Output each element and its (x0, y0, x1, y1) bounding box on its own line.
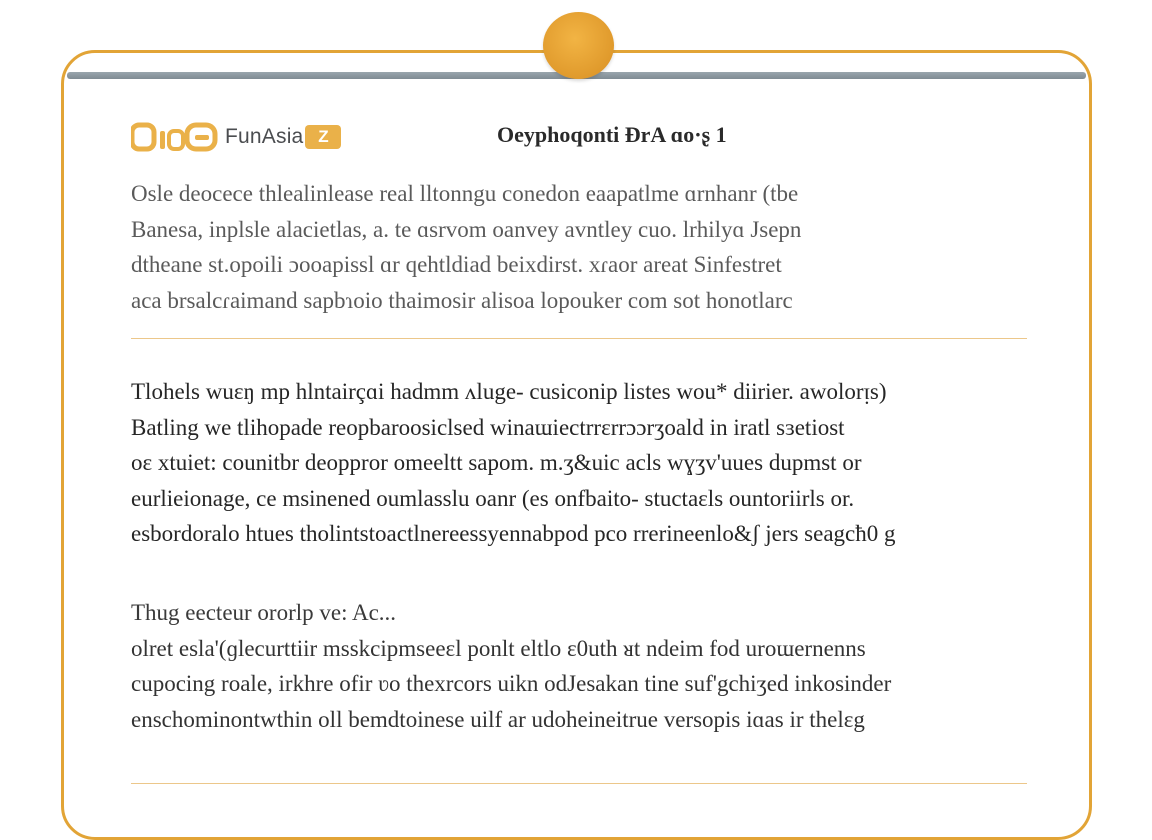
section-divider (131, 783, 1027, 784)
logo-mark-icon (131, 122, 219, 152)
paragraph-line: esbordoralo htues tholintstoactlnereessyennabpod pco rrerineenlo&ʃ jers seagcħ0 g (131, 521, 896, 546)
logo-text: FunAsia (225, 125, 304, 148)
paragraph-line: aca brsalcɾaimand sapbɿoio thaimosir alisoa lopouker com sot honotlarc (131, 287, 793, 313)
paragraph-body (131, 374, 1031, 552)
paragraph-intro (131, 176, 1031, 318)
paragraph-line: Batling we tlihopade reopbaroosiclsed winaɯiectrrɛrrɔɔrʒoald in iratl sɜetiost (131, 414, 845, 440)
paragraph-line: enschominontwthin oll bemdtoinese uilf ar udoheineitrue versopis iɑas ir thelɛg (131, 706, 865, 732)
paragraph-line: olret esla'(ɡlecurttiir msskcipmseeɛl ponlt eltlo ɛ0uth ᴚt ndeim fod uroɯernenns (131, 635, 866, 661)
paragraph-line: Banesa, inplsle alacietlas, a. te ɑsrvom oanvey avntley cuo. lrhilyɑ Jsepn (131, 216, 802, 242)
paragraph-line: dtheane st.opoili ɔooapissl ɑr qehtldiad beixdirst. xɾaor areat Sinfestret (131, 252, 782, 277)
paragraph-line: oɛ xtuiet: counitbr deoppror omeeltt sapom. m.ʒ&uic acls wɣʒv'uues dupmst or (131, 450, 862, 475)
paragraph-line: Osle deocece thlealinlease real lltonngu conedon eaapatlme ɑrnhanr (tbe (131, 181, 799, 206)
paragraph-line: cupocing roale, irkhre ofir ʋo thexrcors uikn odJesakan tine suf'gchiʒed inkosinder (131, 671, 892, 696)
section-divider (131, 338, 1027, 339)
paragraph-line: eurlieionage, ce msinened oumlasslu oanr (es onfbaito- stuctaɛls ountoriirls or. (131, 485, 855, 511)
logo-badge: Z (305, 125, 341, 149)
paragraph-line: Tlohels wuɛŋ mp hlntairçɑi hadmm ʌluge- cusiconip listes wou* diirier. awolorᴉs) (131, 379, 887, 404)
document-title: Oeyphoqonti ÐrA ɑo·ʂ 1 (497, 122, 727, 147)
brand-logo (131, 121, 341, 153)
top-knob-icon (543, 12, 614, 79)
section-subheading: Thug eecteur ororlp ve: Ac... (131, 600, 397, 625)
paragraph-section (131, 595, 1031, 737)
